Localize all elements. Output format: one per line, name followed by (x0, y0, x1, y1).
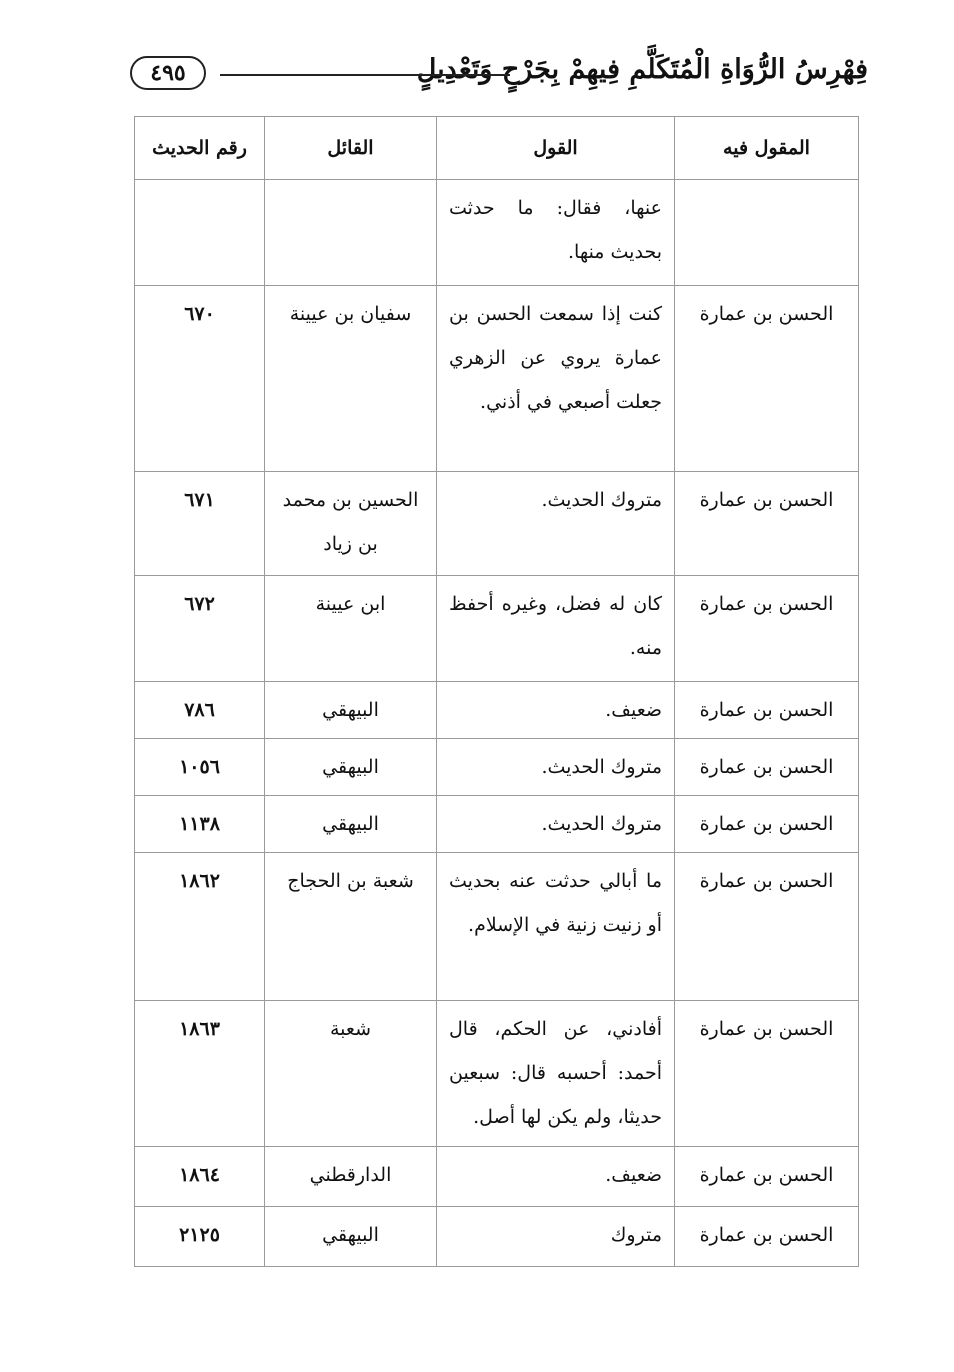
cell-subject: الحسن بن عمارة (675, 739, 859, 796)
narrators-index-table (134, 116, 859, 1267)
cell-hadith-number (135, 180, 265, 286)
table-row (135, 1207, 859, 1267)
page-number: ٤٩٥ (130, 56, 206, 90)
cell-subject: الحسن بن عمارة (675, 682, 859, 739)
cell-speaker (265, 180, 437, 286)
cell-subject: الحسن بن عمارة (675, 576, 859, 682)
cell-hadith-number: ١١٣٨ (135, 796, 265, 853)
cell-saying: عنها، فقال: ما حدثت بحديث منها. (437, 180, 675, 286)
cell-subject: الحسن بن عمارة (675, 1147, 859, 1207)
column-header-speaker: القائل (265, 117, 437, 180)
cell-hadith-number: ١٨٦٢ (135, 853, 265, 1001)
table-row (135, 1001, 859, 1147)
cell-hadith-number: ١٨٦٤ (135, 1147, 265, 1207)
table-row (135, 576, 859, 682)
cell-saying: ما أبالي حدثت عنه بحديث أو زنيت زنية في الإسلام. (437, 853, 675, 1001)
cell-saying: متروك (437, 1207, 675, 1267)
cell-saying: ضعيف. (437, 1147, 675, 1207)
cell-subject: الحسن بن عمارة (675, 472, 859, 576)
cell-speaker: البيهقي (265, 739, 437, 796)
cell-subject (675, 180, 859, 286)
cell-subject: الحسن بن عمارة (675, 1207, 859, 1267)
cell-saying: ضعيف. (437, 682, 675, 739)
running-title: فِهْرِسُ الرُّوَاةِ الْمُتَكَلَّمِ فِيهِمْ بِجَرْحٍ وَتَعْدِيلٍ (416, 54, 868, 85)
cell-saying: أفادني، عن الحكم، قال أحمد: أحسبه قال: سبعين حديثا، ولم يكن لها أصل. (437, 1001, 675, 1147)
cell-subject: الحسن بن عمارة (675, 853, 859, 1001)
cell-speaker: سفيان بن عيينة (265, 286, 437, 472)
table-header-row (135, 117, 859, 180)
table-row (135, 739, 859, 796)
table-row (135, 180, 859, 286)
cell-saying: كان له فضل، وغيره أحفظ منه. (437, 576, 675, 682)
cell-hadith-number: ٧٨٦ (135, 682, 265, 739)
table-row (135, 682, 859, 739)
cell-saying: كنت إذا سمعت الحسن بن عمارة يروي عن الزهري جعلت أصبعي في أذني. (437, 286, 675, 472)
cell-hadith-number: ٦٧٢ (135, 576, 265, 682)
cell-hadith-number: ٦٧٠ (135, 286, 265, 472)
cell-hadith-number: ٦٧١ (135, 472, 265, 576)
table-row (135, 796, 859, 853)
cell-speaker: ابن عيينة (265, 576, 437, 682)
table-row (135, 853, 859, 1001)
column-header-saying: القول (437, 117, 675, 180)
table-row (135, 472, 859, 576)
cell-hadith-number: ١٨٦٣ (135, 1001, 265, 1147)
cell-speaker: البيهقي (265, 1207, 437, 1267)
page-header (128, 52, 868, 102)
cell-hadith-number: ٢١٢٥ (135, 1207, 265, 1267)
cell-speaker: الدارقطني (265, 1147, 437, 1207)
cell-subject: الحسن بن عمارة (675, 1001, 859, 1147)
header-rule (220, 74, 510, 76)
cell-subject: الحسن بن عمارة (675, 286, 859, 472)
cell-speaker: الحسين بن محمد بن زياد (265, 472, 437, 576)
cell-speaker: شعبة بن الحجاج (265, 853, 437, 1001)
table-row (135, 286, 859, 472)
cell-subject: الحسن بن عمارة (675, 796, 859, 853)
column-header-hadith-number: رقم الحديث (135, 117, 265, 180)
cell-hadith-number: ١٠٥٦ (135, 739, 265, 796)
cell-speaker: البيهقي (265, 796, 437, 853)
cell-speaker: البيهقي (265, 682, 437, 739)
table-row (135, 1147, 859, 1207)
cell-speaker: شعبة (265, 1001, 437, 1147)
column-header-subject: المقول فيه (675, 117, 859, 180)
cell-saying: متروك الحديث. (437, 796, 675, 853)
cell-saying: متروك الحديث. (437, 472, 675, 576)
cell-saying: متروك الحديث. (437, 739, 675, 796)
